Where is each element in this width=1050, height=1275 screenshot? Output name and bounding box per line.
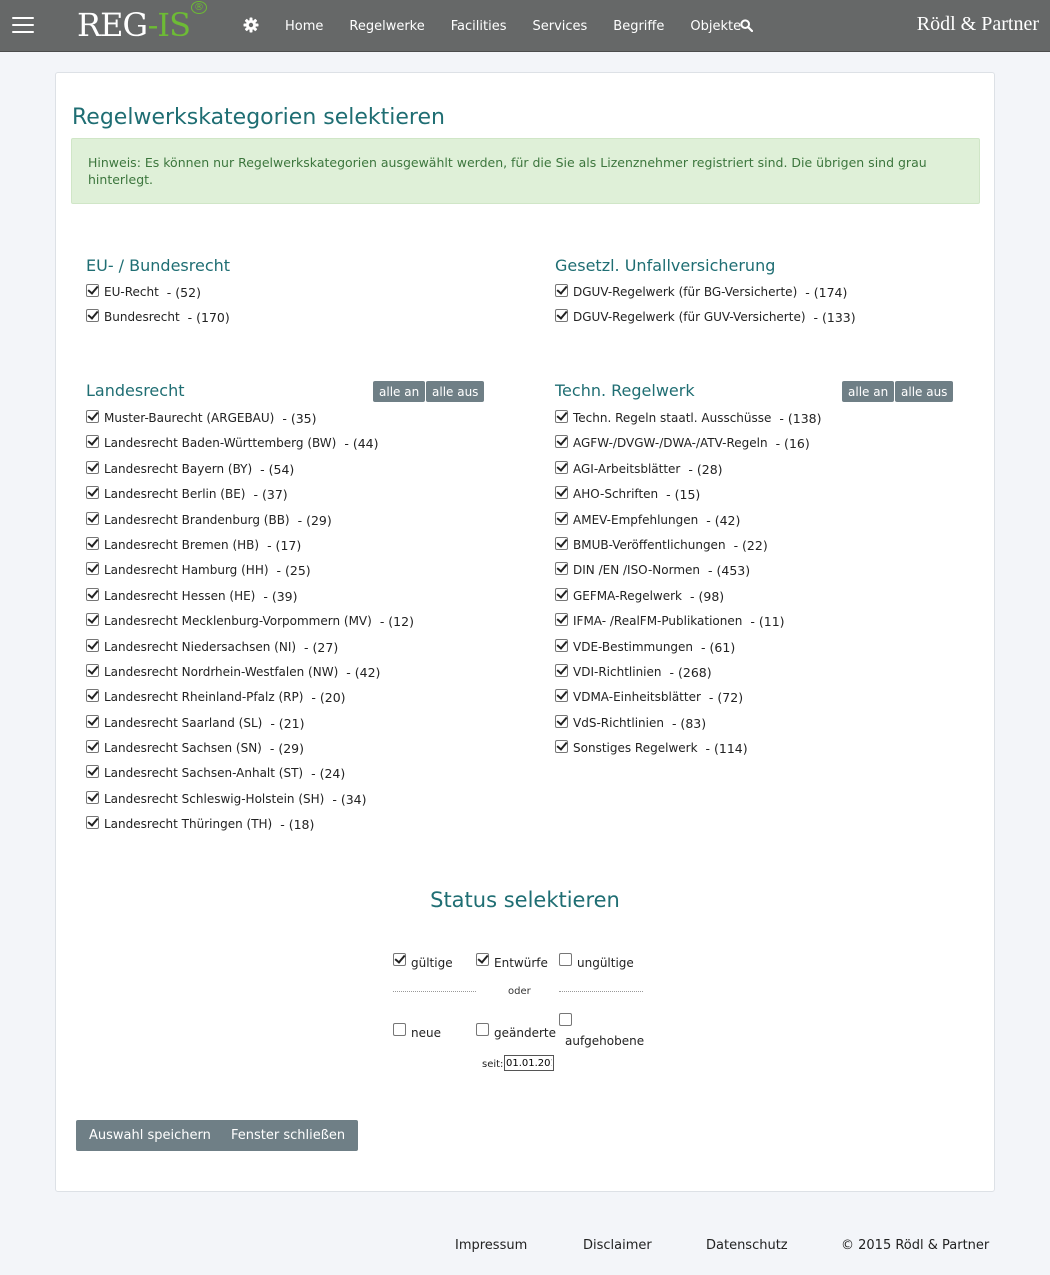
category-checkbox[interactable] [555, 486, 568, 499]
category-count: - (15) [666, 487, 701, 503]
gear-icon[interactable] [243, 17, 259, 33]
landesrecht-all-off-button[interactable]: alle aus [426, 381, 484, 402]
page-title: Regelwerkskategorien selektieren [72, 105, 445, 130]
category-label: Landesrecht Saarland (SL) [104, 715, 263, 730]
category-item[interactable] [86, 589, 414, 614]
category-item[interactable] [86, 285, 230, 310]
oder-label: oder [508, 986, 531, 997]
category-count: - (98) [690, 588, 725, 604]
category-label: DIN /EN /ISO-Normen [573, 563, 701, 578]
category-count: - (44) [344, 436, 379, 452]
category-count: - (22) [733, 537, 768, 553]
category-checkbox[interactable] [86, 689, 99, 702]
status-entwuerfe-checkbox[interactable] [476, 953, 489, 966]
category-checkbox[interactable] [86, 461, 99, 474]
category-count: - (16) [775, 436, 810, 452]
nav-home[interactable]: Home [285, 18, 324, 34]
category-count: - (42) [346, 664, 381, 680]
category-item[interactable] [555, 487, 822, 512]
category-label: BMUB-Veröffentlichungen [573, 537, 726, 552]
category-label: VDE-Bestimmungen [573, 639, 694, 654]
category-item[interactable] [555, 716, 822, 741]
divider-right [559, 991, 643, 992]
category-label: Landesrecht Bayern (BY) [104, 461, 253, 476]
category-label: VdS-Richtlinien [573, 715, 664, 730]
status-neue-checkbox[interactable] [393, 1023, 406, 1036]
category-item[interactable] [555, 462, 822, 487]
category-item[interactable] [86, 716, 414, 741]
nav-facilities[interactable]: Facilities [450, 18, 507, 34]
category-label: AHO-Schriften [573, 487, 659, 502]
category-label: AMEV-Empfehlungen [573, 512, 699, 527]
category-item[interactable] [555, 285, 856, 310]
category-count: - (138) [779, 411, 822, 426]
category-label: Techn. Regeln staatl. Ausschüsse [573, 411, 772, 425]
seit-label: seit: [482, 1059, 504, 1070]
save-selection-button[interactable]: Auswahl speichern [76, 1120, 224, 1151]
category-checkbox[interactable] [555, 562, 568, 575]
status-geaenderte[interactable] [476, 1024, 556, 1038]
category-checkbox[interactable] [86, 816, 99, 829]
category-item[interactable] [86, 640, 414, 665]
category-item[interactable] [555, 690, 822, 715]
reg-is-logo[interactable]: REG-IS ® [77, 6, 206, 44]
category-label: Landesrecht Berlin (BE) [104, 487, 246, 502]
status-geaenderte-checkbox[interactable] [476, 1023, 489, 1036]
landesrecht-all-on-button[interactable]: alle an [373, 381, 425, 402]
category-count: - (34) [332, 791, 367, 807]
category-label: Sonstiges Regelwerk [573, 741, 698, 756]
category-checkbox[interactable] [555, 689, 568, 702]
category-item[interactable] [86, 513, 414, 538]
category-label: Landesrecht Nordrhein-Westfalen (NW) [104, 664, 339, 679]
category-count: - (42) [706, 512, 741, 528]
category-count: - (52) [166, 285, 201, 300]
footer-copyright: © 2015 Rödl & Partner [841, 1238, 990, 1253]
category-checkbox[interactable] [555, 284, 568, 297]
category-label: IFMA- /RealFM-Publikationen [573, 614, 743, 629]
category-item[interactable] [86, 817, 414, 842]
category-label: GEFMA-Regelwerk [573, 588, 683, 603]
category-checkbox[interactable] [86, 410, 99, 423]
category-label: VDI-Richtlinien [573, 664, 662, 679]
category-item[interactable] [555, 563, 822, 588]
category-label: Bundesrecht [104, 310, 180, 325]
category-checkbox[interactable] [555, 309, 568, 322]
status-neue-label: neue [411, 1026, 441, 1040]
category-checkbox[interactable] [86, 537, 99, 550]
category-checkbox[interactable] [86, 486, 99, 499]
category-count: - (54) [260, 461, 295, 477]
category-count: - (133) [813, 310, 856, 326]
category-checkbox[interactable] [86, 664, 99, 677]
category-checkbox[interactable] [86, 715, 99, 728]
top-navbar [0, 0, 1050, 52]
category-label: Landesrecht Thüringen (TH) [104, 817, 273, 832]
footer-disclaimer-link[interactable]: Disclaimer [583, 1238, 652, 1253]
technik-all-off-button[interactable]: alle aus [895, 381, 953, 402]
category-count: - (453) [708, 563, 751, 579]
category-count: - (174) [805, 285, 848, 300]
category-item[interactable] [555, 513, 822, 538]
category-checkbox[interactable] [555, 639, 568, 652]
category-label: Landesrecht Hessen (HE) [104, 588, 256, 603]
category-label: Landesrecht Schleswig-Holstein (SH) [104, 791, 325, 806]
section-title-techn-regelwerk: Techn. Regelwerk [555, 381, 695, 400]
category-item[interactable] [86, 792, 414, 817]
category-checkbox[interactable] [555, 740, 568, 753]
category-label: EU-Recht [104, 285, 159, 299]
category-count: - (27) [304, 639, 339, 655]
category-checkbox[interactable] [555, 512, 568, 525]
category-label: Landesrecht Sachsen (SN) [104, 741, 262, 756]
category-count: - (20) [311, 690, 346, 706]
category-label: DGUV-Regelwerk (für BG-Versicherte) [573, 285, 798, 299]
category-label: VDMA-Einheitsblätter [573, 690, 701, 705]
category-count: - (29) [269, 741, 305, 757]
category-item[interactable] [86, 665, 414, 690]
status-gueltige-checkbox[interactable] [393, 953, 406, 966]
category-item[interactable] [86, 766, 414, 791]
section-title-unfallversicherung: Gesetzl. Unfallversicherung [555, 256, 776, 275]
category-count: - (29) [297, 512, 332, 528]
unfallversicherung-list [555, 285, 856, 336]
category-count: - (17) [267, 537, 302, 553]
landesrecht-list [86, 411, 414, 843]
category-item[interactable] [555, 436, 822, 461]
category-count: - (24) [311, 766, 346, 782]
status-aufgehobene[interactable] [559, 1013, 644, 1048]
status-title: Status selektieren [430, 888, 620, 912]
content-panel [55, 72, 995, 1192]
nav-regelwerke[interactable]: Regelwerke [349, 18, 425, 34]
category-count: - (11) [750, 614, 785, 630]
status-aufgehobene-checkbox[interactable] [559, 1013, 572, 1026]
nav-objekte[interactable]: Objekte [690, 18, 742, 34]
techn-regelwerk-list [555, 411, 822, 766]
nav-services[interactable]: Services [532, 18, 588, 34]
category-checkbox[interactable] [555, 664, 568, 677]
category-item[interactable] [555, 614, 822, 639]
category-count: - (28) [688, 461, 723, 477]
category-checkbox[interactable] [86, 613, 99, 626]
category-checkbox[interactable] [555, 537, 568, 550]
category-count: - (72) [708, 690, 744, 706]
status-entwuerfe-label: Entwürfe [494, 956, 548, 970]
category-label: AGFW-/DVGW-/DWA-/ATV-Regeln [573, 436, 768, 451]
brand-name: Rödl & Partner [916, 13, 1039, 35]
category-item[interactable] [555, 310, 856, 335]
category-checkbox[interactable] [86, 639, 99, 652]
category-checkbox[interactable] [86, 791, 99, 804]
category-count: - (268) [669, 664, 712, 680]
category-checkbox[interactable] [86, 740, 99, 753]
category-checkbox[interactable] [86, 435, 99, 448]
category-item[interactable] [86, 436, 414, 461]
category-label: Landesrecht Baden-Württemberg (BW) [104, 436, 337, 451]
status-gueltige[interactable] [393, 954, 453, 968]
category-checkbox[interactable] [86, 512, 99, 525]
category-label: Landesrecht Mecklenburg-Vorpommern (MV) [104, 614, 372, 629]
status-aufgehobene-label: aufgehobene [565, 1034, 645, 1048]
category-count: - (39) [263, 588, 298, 604]
section-title-eu-bundesrecht: EU- / Bundesrecht [86, 256, 231, 275]
status-gueltige-label: gültige [411, 956, 453, 970]
hamburger-menu-icon[interactable] [12, 17, 34, 35]
category-item[interactable] [86, 310, 230, 335]
technik-all-on-button[interactable]: alle an [842, 381, 894, 402]
status-ungueltige-checkbox[interactable] [559, 953, 572, 966]
status-neue[interactable] [393, 1024, 441, 1038]
category-item[interactable] [86, 462, 414, 487]
category-checkbox[interactable] [555, 588, 568, 601]
search-icon[interactable] [740, 19, 753, 32]
info-alert: Hinweis: Es können nur Regelwerkskategorien ausgewählt werden, für die Sie als Lizenznehmer registriert sind. Die übrigen sind grau hinterlegt. [71, 138, 980, 204]
category-count: - (12) [379, 614, 414, 630]
category-count: - (18) [280, 817, 315, 833]
status-entwuerfe[interactable] [476, 954, 548, 968]
category-checkbox[interactable] [86, 765, 99, 778]
category-label: Landesrecht Sachsen-Anhalt (ST) [104, 766, 304, 781]
category-item[interactable] [86, 538, 414, 563]
category-label: Muster-Baurecht (ARGEBAU) [104, 411, 275, 425]
status-geaenderte-label: geänderte [494, 1026, 556, 1040]
category-count: - (170) [187, 310, 230, 326]
category-item[interactable] [86, 614, 414, 639]
category-item[interactable] [555, 640, 822, 665]
category-count: - (21) [270, 715, 305, 731]
category-label: Landesrecht Bremen (HB) [104, 537, 260, 552]
category-checkbox[interactable] [555, 410, 568, 423]
nav-begriffe[interactable]: Begriffe [613, 18, 665, 34]
footer-datenschutz-link[interactable]: Datenschutz [706, 1238, 788, 1253]
category-count: - (35) [282, 411, 317, 426]
category-count: - (37) [253, 487, 288, 503]
status-ungueltige[interactable] [559, 954, 634, 968]
category-label: Landesrecht Rheinland-Pfalz (RP) [104, 690, 304, 705]
category-checkbox[interactable] [86, 309, 99, 322]
category-checkbox[interactable] [555, 613, 568, 626]
category-checkbox[interactable] [86, 562, 99, 575]
status-ungueltige-label: ungültige [577, 956, 634, 970]
seit-date-input[interactable] [504, 1055, 554, 1071]
category-count: - (61) [701, 639, 736, 655]
divider-left [393, 991, 476, 992]
category-item[interactable] [555, 589, 822, 614]
category-label: DGUV-Regelwerk (für GUV-Versicherte) [573, 310, 806, 325]
category-count: - (25) [276, 563, 311, 579]
category-item[interactable] [86, 741, 414, 766]
footer-impressum-link[interactable]: Impressum [455, 1238, 528, 1253]
category-item[interactable] [555, 538, 822, 563]
category-checkbox[interactable] [555, 461, 568, 474]
category-count: - (114) [705, 741, 748, 757]
category-label: AGI-Arbeitsblätter [573, 461, 681, 476]
close-window-button[interactable]: Fenster schließen [218, 1120, 358, 1151]
category-label: Landesrecht Niedersachsen (NI) [104, 639, 297, 654]
eu-bundesrecht-list [86, 285, 230, 336]
category-checkbox[interactable] [86, 588, 99, 601]
category-label: Landesrecht Brandenburg (BB) [104, 512, 290, 527]
category-item[interactable] [86, 690, 414, 715]
category-label: Landesrecht Hamburg (HH) [104, 563, 269, 578]
category-item[interactable] [555, 741, 822, 766]
category-item[interactable] [555, 411, 822, 436]
category-checkbox[interactable] [86, 284, 99, 297]
category-item[interactable] [86, 411, 414, 436]
category-item[interactable] [86, 563, 414, 588]
main-nav [272, 0, 754, 52]
category-checkbox[interactable] [555, 715, 568, 728]
category-item[interactable] [555, 665, 822, 690]
section-title-landesrecht: Landesrecht [86, 381, 185, 400]
category-checkbox[interactable] [555, 435, 568, 448]
category-count: - (83) [671, 715, 707, 731]
category-item[interactable] [86, 487, 414, 512]
